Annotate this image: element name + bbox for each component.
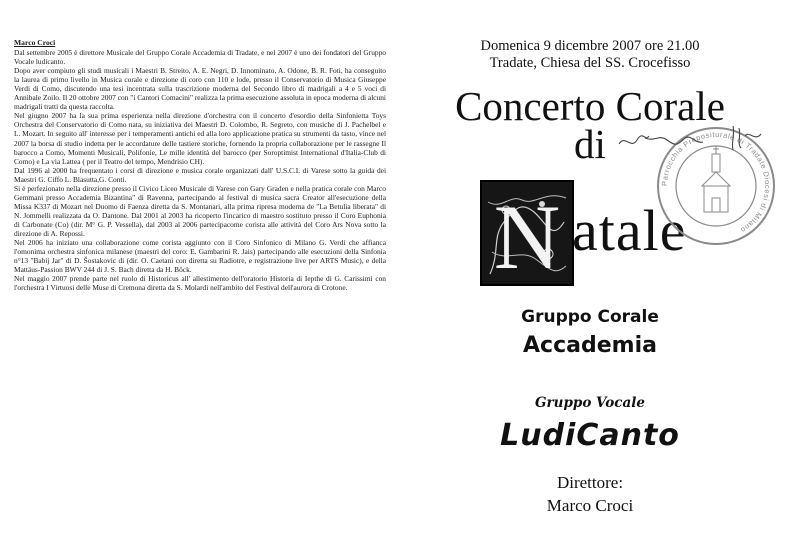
biography-paragraph: Dal settembre 2005 è direttore Musicale del Gruppo Corale Accademia di Tradate, e nel 2007 è uno dei fondatori del Gruppo Vocale ludicanto. — [14, 48, 386, 67]
vocal-group-label: Gruppo Vocale — [535, 395, 645, 411]
choir-group-name: Accademia — [523, 333, 657, 358]
biography-paragraph: Nel maggio 2007 prende parte nel ruolo di Historicus all' allestimento dell'oratorio Historia di Iepthe di G. Carissimi con l'orchestra I Virtuosi delle Muse di Cremona diretta da S. Molardi nell'ambito del Festival dell'aurora di Crotone. — [14, 274, 386, 293]
biography-paragraph: Nel giugno 2007 ha la sua prima esperienza nella direzione d'orchestra con il concerto d'esordio della Sinfonietta Toys Orchestra del Conservatorio di Como nata, su iniziativa dei Maestri D. Colombo, R. Segreto, con musiche di J. Pachelbel e L. Mozart. In seguito all' interesse per i temperamenti antichi ed alla loro applicazione pratica su strumenti da tasto, vince nel 2007 la borsa di studio indetta per le accordature delle tastiere storiche, fornendo la propria collaborazione per le rassegne Il barocco a Como, Momenti Musicali, Polifonie, Le mille identità del barocco (per Soroptimist International d'Italia-Club di Como) e La via Lattea ( per il Teatro del tempo, Mendrisio CH). — [14, 111, 386, 166]
choir-group-label: Gruppo Corale — [521, 307, 659, 327]
biography-paragraph: Dal 1996 al 2000 ha frequentato i corsi di direzione e musica corale organizzati dall' U.S.C.I. di Varese sotto la guida dei Maestri G. Ciffo L. Blasutta,G. Conti. — [14, 165, 386, 184]
biography-paragraph: Nel 2006 ha iniziato una collaborazione come corista aggiunto con il Coro Sinfonico di Milano G. Verdi che affianca l'omonima orchestra sinfonica milanese (maestri del coro: E. Gambarini R. Jais) partecipando alle esecuzioni della Sinfonia n°13 "Babij Jar" di D. Šostakovic di (dir. O. Caetani con diretta su Radiotre, e registrazione live per ARTS Music), e della Mattäus-Passion BWV 244 di J. S. Bach diretta da H. Böck. — [14, 238, 386, 275]
biography-author: Marco Croci — [14, 38, 56, 47]
decorated-initial-n — [480, 180, 574, 286]
concert-venue: Tradate, Chiesa del SS. Crocefisso — [489, 55, 691, 71]
director-name: Marco Croci — [546, 496, 634, 515]
biography-paragraph: Si è perfezionato nella direzione presso il Civico Liceo Musicale di Varese con Gary Graden e nella pratica corale con Marco Gemmani presso Accademia Bizantina" di Ravenna, partecipando al festival di musica sacra Creator all'esecuzione della Missa K337 di Mozart nel Duomo di Faenza diretta da S. Montanari, alla prima ripresa moderna de "La Betulia liberata" di N. Jommelli realizzata da O. Dantone. Dal 2001 al 2003 ha ricoperto l'incarico di maestro sostituto presso il Coro Euphonia di Carbonate (Co) (dir. M° G. P. Vessella), dal 2003 al 2006 partecipacome corista alle attività del Coro Ars Nova sotto la direzione di A. Repossi. — [14, 183, 386, 238]
biography-paragraph: Dopo aver compiuto gli studi musicali i Maestri B. Streito, A. E. Negri, D. Innominato, A. Odone, B. R. Foti, ha conseguito la laurea di primo livello in Musica corale e direzione di coro con 110 e lode, presso il Conservatorio di Musica Giuseppe Verdi di Como, discutendo una tesi incentrata sulla trascrizione moderna del Secondo libro di madrigali a 4 e 5 voci di Annibale Zoilo. Il 20 ottobre 2007 con "i Cantori Comacini" realizza la prima esecuzione assoluta in epoca moderna di alcuni madrigali tratti da questa raccolta. — [14, 66, 386, 112]
title-line-3: atale — [572, 198, 687, 263]
title-line-2: di — [574, 121, 606, 167]
concert-date: Domenica 9 dicembre 2007 ore 21.00 — [480, 38, 700, 54]
cover-column — [400, 0, 800, 552]
stamp-text: Parrocchia Prepositurale di Tradate Diocesi di Milano — [659, 129, 773, 235]
biography-column — [14, 38, 386, 292]
title-line-1: Concerto Corale — [455, 83, 725, 129]
decorated-initial-letter: N — [493, 186, 561, 284]
director-label: Direttore: — [556, 473, 624, 492]
decorated-initial-ornament — [482, 182, 572, 284]
vocal-group-name: LudiCanto — [500, 418, 680, 453]
handwritten-signature — [615, 120, 765, 166]
